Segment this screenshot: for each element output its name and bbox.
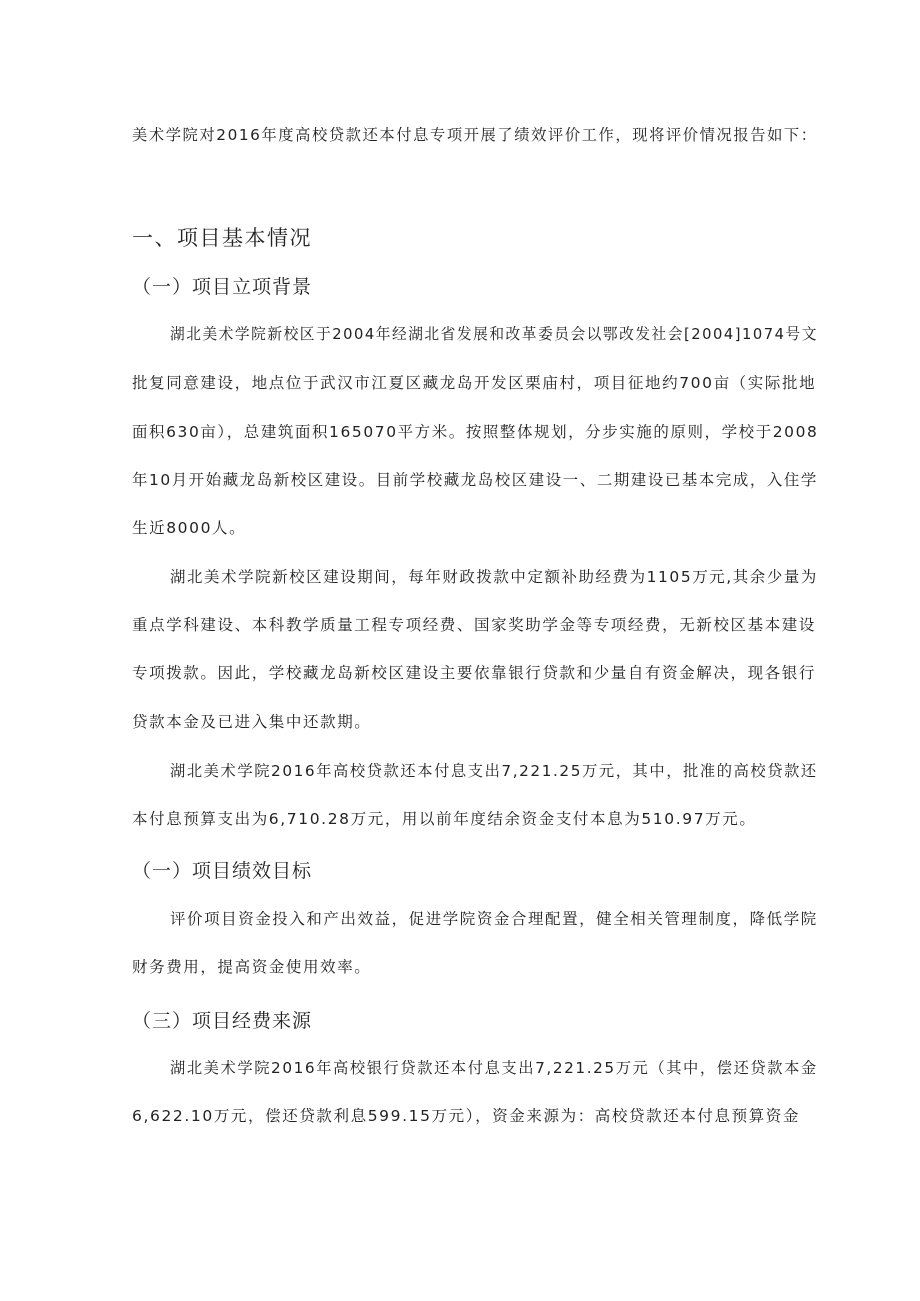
- paragraph-line: 湖北美术学院2016年高校贷款还本付息支出7,221.25万元，其中，批准的高校贷款还: [170, 762, 818, 780]
- paragraph-line: 本付息预算支出为6,710.28万元，用以前年度结余资金支付本息为510.97万元。: [132, 810, 757, 828]
- paragraph-line: 财务费用，提高资金使用效率。: [132, 958, 372, 976]
- subsection-3-heading: （三）项目经费来源: [132, 1010, 313, 1032]
- paragraph-line: 年10月开始藏龙岛新校区建设。目前学校藏龙岛校区建设一、二期建设已基本完成，入住学: [132, 471, 818, 489]
- paragraph-line: 专项拨款。因此，学校藏龙岛新校区建设主要依靠银行贷款和少量自有资金解决，现各银行: [132, 664, 817, 682]
- paragraph-line: 贷款本金及已进入集中还款期。: [132, 713, 372, 731]
- paragraph-line: 评价项目资金投入和产出效益，促进学院资金合理配置，健全相关管理制度，降低学院: [170, 910, 818, 928]
- section-1-heading: 一、项目基本情况: [132, 226, 312, 250]
- paragraph-line: 湖北美术学院新校区于2004年经湖北省发展和改革委员会以鄂改发社会[2004]1074号文: [170, 325, 818, 343]
- paragraph-line: 湖北美术学院新校区建设期间，每年财政拨款中定额补助经费为1105万元,其余少量为: [170, 568, 818, 586]
- paragraph-line: 面积630亩），总建筑面积165070平方米。按照整体规划，分步实施的原则，学校于2008: [132, 423, 819, 441]
- paragraph-line: 6,622.10万元，偿还贷款利息599.15万元），资金来源为：高校贷款还本付息预算资金: [132, 1107, 801, 1125]
- paragraph-line: 生近8000人。: [132, 519, 247, 537]
- paragraph-line: 批复同意建设，地点位于武汉市江夏区藏龙岛开发区栗庙村，项目征地约700亩（实际批地: [132, 374, 817, 392]
- paragraph-line: 湖北美术学院2016年高校银行贷款还本付息支出7,221.25万元（其中，偿还贷款本金: [170, 1059, 818, 1077]
- subsection-1-heading: （一）项目立项背景: [132, 276, 313, 298]
- subsection-2-heading: （一）项目绩效目标: [132, 860, 313, 882]
- intro-line: 美术学院对2016年度高校贷款还本付息专项开展了绩效评价工作，现将评价情况报告如下：: [132, 126, 818, 144]
- paragraph-line: 重点学科建设、本科教学质量工程专项经费、国家奖助学金等专项经费，无新校区基本建设: [132, 616, 817, 634]
